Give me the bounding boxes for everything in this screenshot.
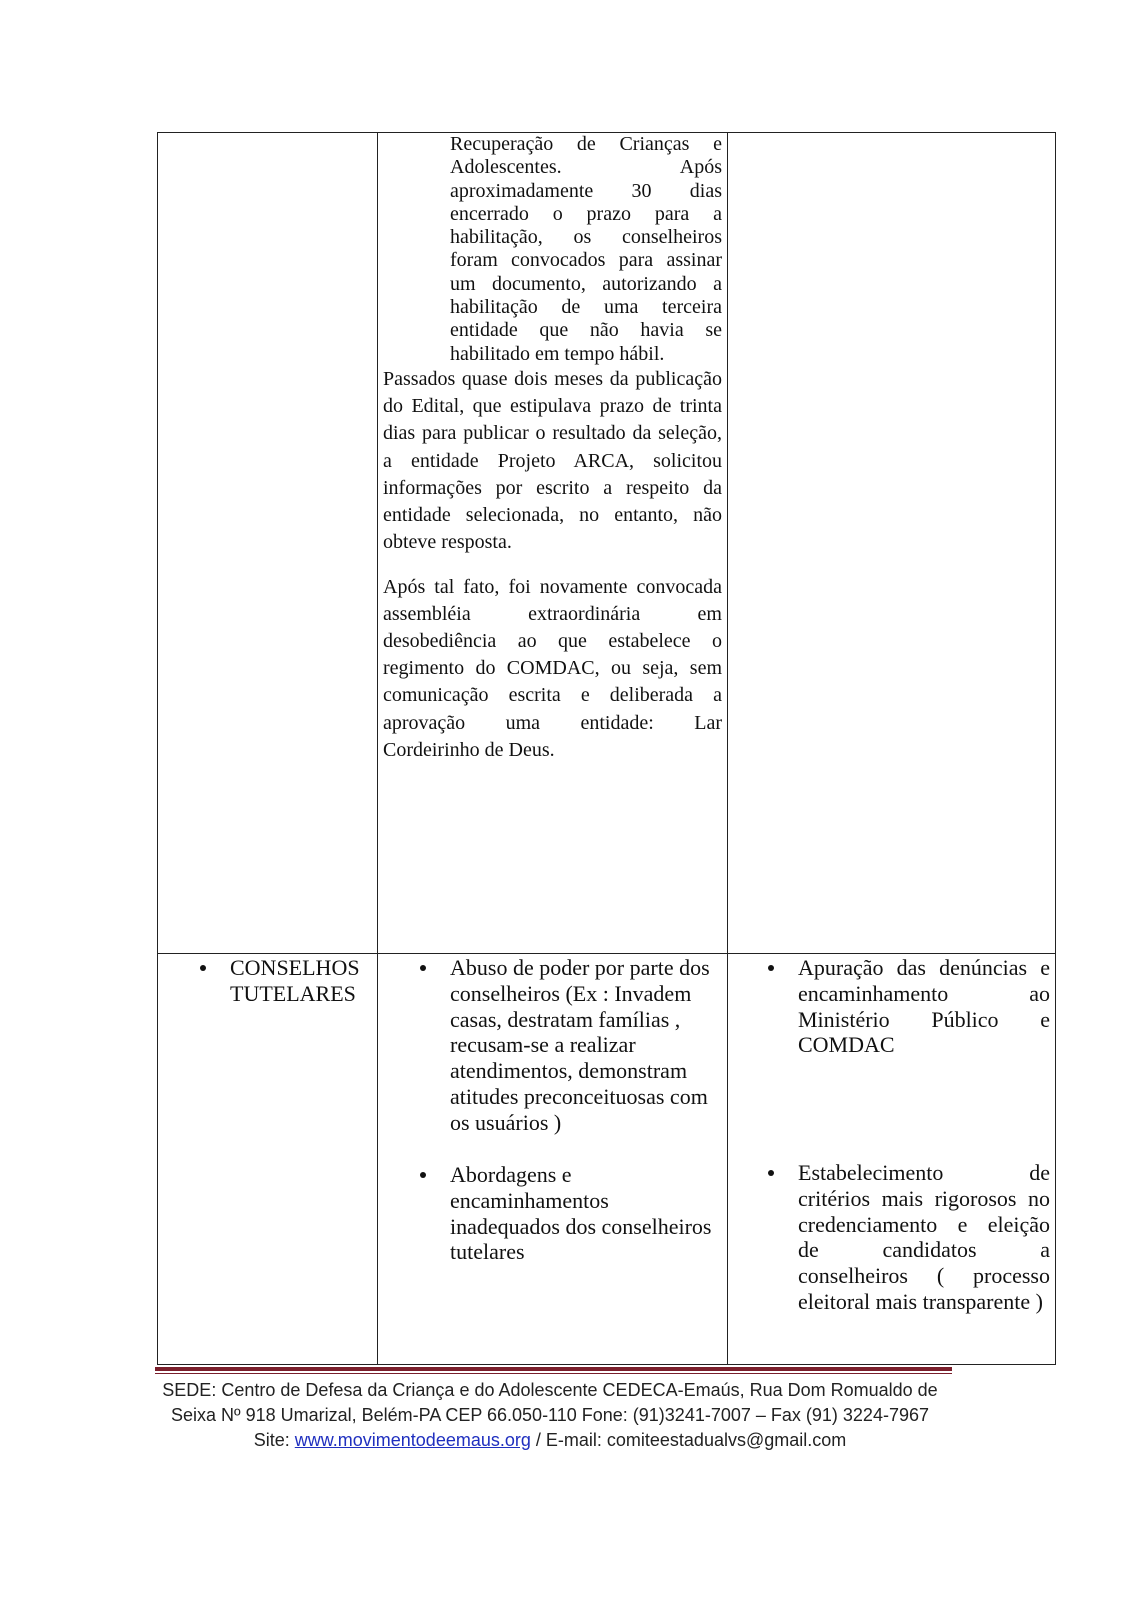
text-line: conselheiros (Ex : Invadem [450,980,692,1006]
text-line: a entidade Projeto ARCA, solicitou [383,449,722,472]
text-line: habilitação de uma terceira [450,296,722,319]
email-text: / E-mail: comiteestadualvs@gmail.com [535,1430,847,1450]
text-line: desobediência ao que estabelece o [383,629,722,652]
bullet-list [798,955,1050,1315]
text-line: aproximadamente 30 dias [450,179,722,202]
footer-address-line: SEDE: Centro de Defesa da Criança e do Adolescente CEDECA-Emaús, Rua Dom Romualdo de [162,1380,938,1400]
bullet-icon [420,1172,426,1178]
row1-proposals-cell [728,133,1056,954]
text-line: foram convocados para assinar [450,249,722,272]
row2-category-cell [158,954,378,1365]
bullet-list [230,955,372,1007]
footer-rule-thick [155,1367,952,1371]
text-line: critérios mais rigorosos no [798,1185,1050,1211]
text-line: encaminhamentos [450,1187,609,1213]
site-label: Site: [253,1430,290,1450]
bullet-list [450,955,722,1265]
list-item [230,955,372,1007]
text-line: entidade selecionada, no entanto, não [383,503,722,526]
text-line: CONSELHOS [230,955,360,980]
text-line: de candidatos a [798,1237,1050,1263]
text-line: TUTELARES [230,980,356,1006]
text-line: comunicação escrita e deliberada a [383,684,722,707]
paragraph [383,366,722,556]
text-line: entidade que não havia se [450,319,722,342]
continued-list-item-text [450,133,722,366]
row2-proposals-cell [728,954,1056,1365]
text-line: inadequados dos conselheiros [450,1213,712,1239]
list-item [798,955,1050,1058]
row2-situation-cell [378,954,728,1365]
row1-situation-cell [378,133,728,954]
text-line: habilitação, os conselheiros [450,226,722,249]
footer-address-line: Seixa Nº 918 Umarizal, Belém-PA CEP 66.050-110 Fone: (91)3241-7007 – Fax (91) 3224-7967 [170,1405,929,1425]
text-line: Passados quase dois meses da publicação [383,367,722,390]
text-line: habilitado em tempo hábil. [450,342,665,365]
footer-contact-line [145,1428,955,1453]
site-link[interactable]: www.movimentodeemaus.org [294,1430,531,1450]
text-line: credenciamento e eleição [798,1211,1050,1237]
document-table [157,132,1056,1365]
text-line: dias para publicar o resultado da seleção, [383,422,722,445]
list-item [798,1160,1050,1315]
text-line: encaminhamento ao [798,980,1050,1006]
footer-rule-thin [155,1373,952,1374]
text-line: casas, destratam famílias , [450,1006,681,1032]
text-line: Cordeirinho de Deus. [383,738,555,761]
text-line: Recuperação de Crianças e [450,133,722,155]
text-line: tutelares [450,1239,525,1265]
text-line: recusam-se a realizar [450,1032,636,1058]
text-line: um documento, autorizando a [450,272,722,295]
row1-category-cell [158,133,378,954]
text-line: eleitoral mais transparente ) [798,1288,1043,1314]
text-line: Apuração das denúncias e [798,955,1050,980]
text-line: informações por escrito a respeito da [383,476,722,499]
text-line: Abordagens e [450,1161,572,1187]
text-line: Após tal fato, foi novamente convocada [383,575,722,598]
text-line: aprovação uma entidade: Lar [383,711,722,734]
bullet-icon [768,965,774,971]
text-line: Estabelecimento de [798,1159,1050,1185]
list-item [450,1162,722,1265]
text-line: assembléia extraordinária em [383,602,722,625]
bullet-icon [420,965,426,971]
text-line: Ministério Público e [798,1006,1050,1032]
text-line: Abuso de poder por parte dos [450,955,710,980]
bullet-icon [200,965,206,971]
text-line: atendimentos, demonstram [450,1058,688,1084]
text-line: os usuários ) [450,1109,562,1135]
text-line: COMDAC [798,1032,895,1058]
paragraph [383,574,722,764]
text-line: regimento do COMDAC, ou seja, sem [383,657,722,680]
text-line: do Edital, que estipulava prazo de trinta [383,395,722,418]
text-line: obteve resposta. [383,531,512,554]
text-line: Adolescentes. Após [450,156,722,179]
list-item [450,955,722,1136]
bullet-icon [768,1170,774,1176]
text-line: atitudes preconceituosas com [450,1083,708,1109]
text-line: encerrado o prazo para a [450,202,722,225]
text-line: conselheiros ( processo [798,1263,1050,1289]
footer [145,1378,955,1453]
